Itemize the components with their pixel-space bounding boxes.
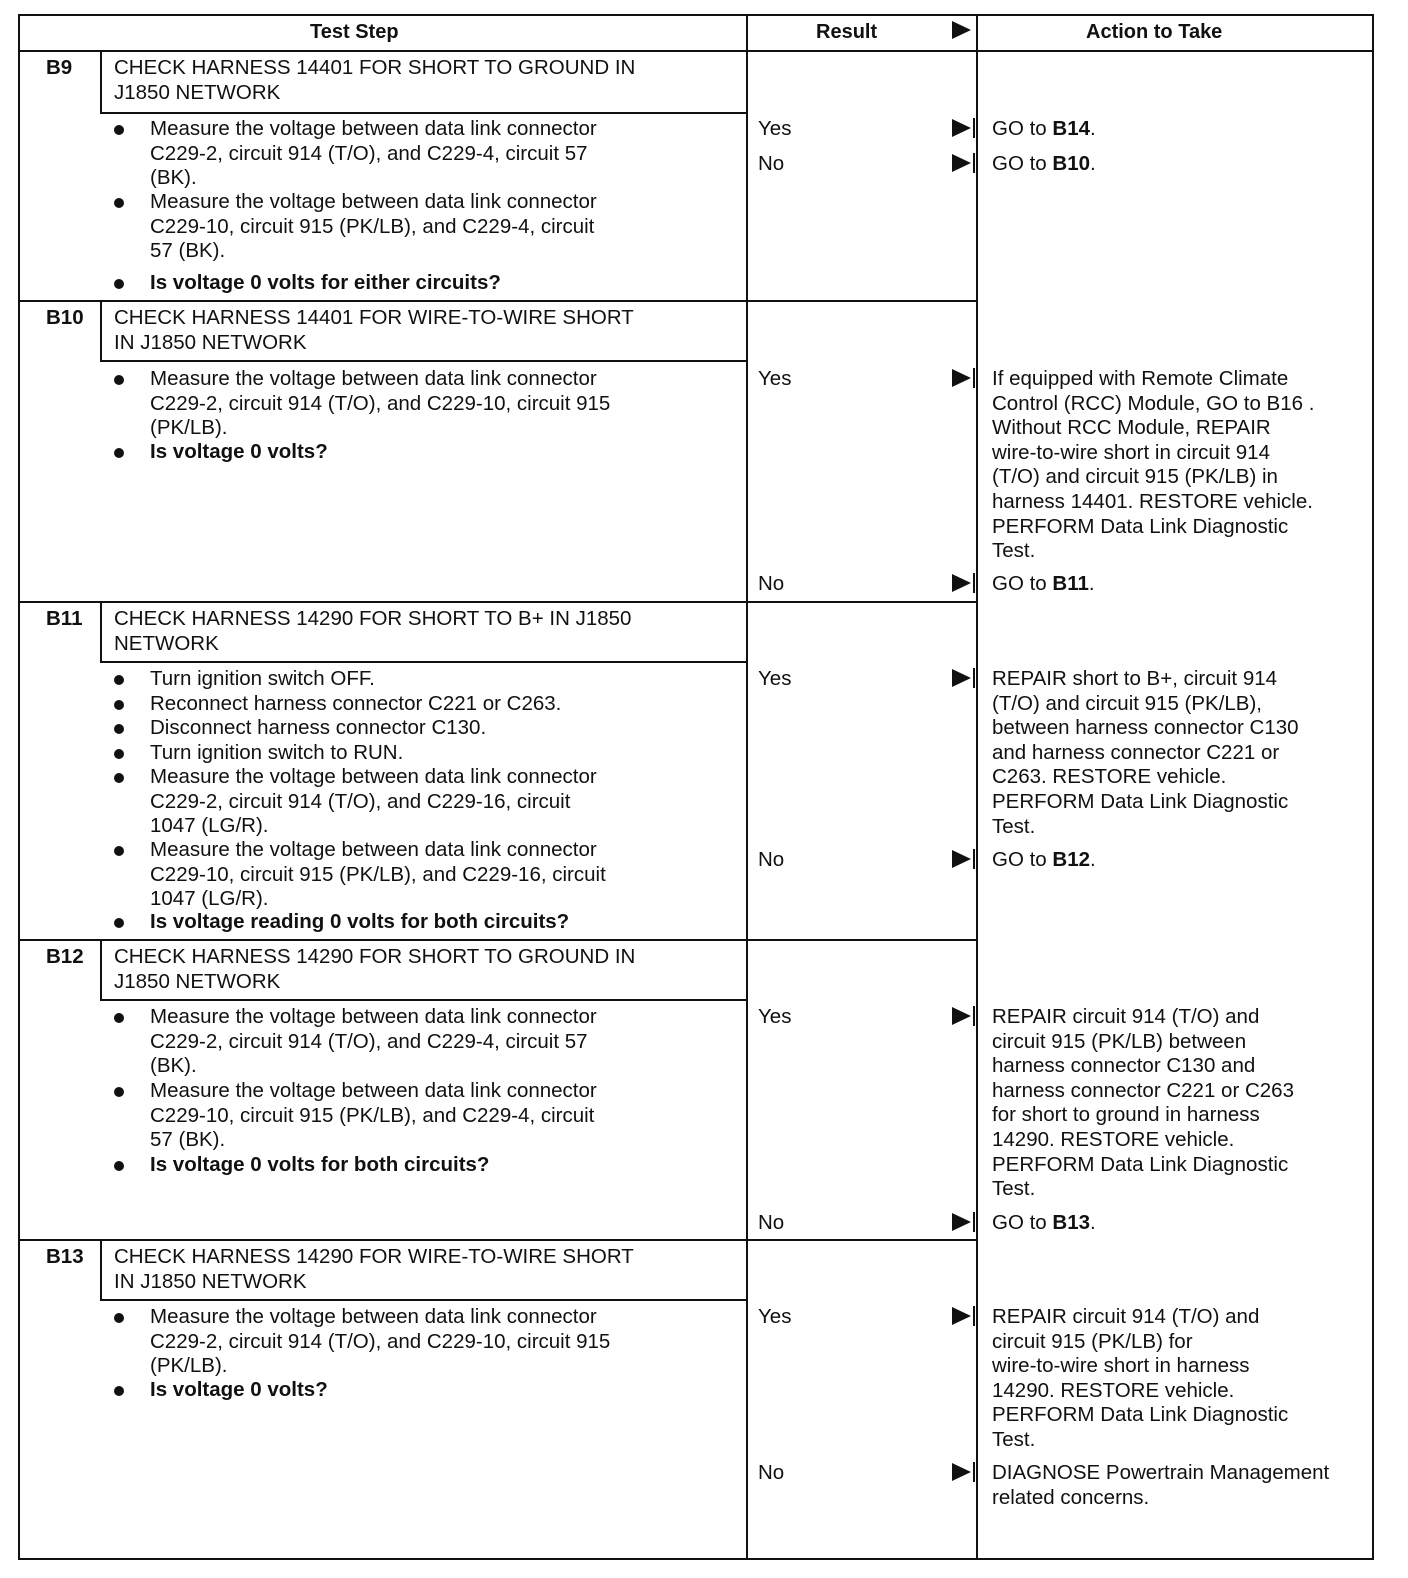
arrow-tick xyxy=(973,1006,975,1026)
action-goto xyxy=(992,152,1096,177)
bullet-text: C229-2, circuit 914 (T/O), and C229-10, circuit 915 xyxy=(150,391,611,415)
step-title-line: CHECK HARNESS 14290 FOR SHORT TO B+ IN J1850 xyxy=(114,607,632,630)
step-title-line: IN J1850 NETWORK xyxy=(114,1269,307,1293)
step-id-rule xyxy=(100,939,102,999)
bullet-icon xyxy=(114,773,124,783)
goto-step-ref: B12 xyxy=(1052,848,1090,871)
action-text: Without RCC Module, REPAIR xyxy=(992,416,1271,440)
bullet-text: C229-10, circuit 915 (PK/LB), and C229-4, circuit xyxy=(150,214,595,238)
bullet-icon xyxy=(114,1013,124,1023)
goto-step-ref: B10 xyxy=(1052,152,1090,175)
arrow-icon xyxy=(952,119,971,137)
step-title-rule xyxy=(100,112,746,114)
step-title-rule xyxy=(100,1299,746,1301)
action-text: for short to ground in harness xyxy=(992,1103,1260,1127)
bullet-icon xyxy=(114,1087,124,1097)
arrow-icon xyxy=(952,1213,971,1231)
arrow-icon xyxy=(952,369,971,387)
arrow-tick xyxy=(973,668,975,688)
goto-text: . xyxy=(1090,1211,1096,1234)
action-goto xyxy=(992,572,1095,597)
action-text: circuit 915 (PK/LB) between xyxy=(992,1029,1247,1053)
goto-step-ref: B11 xyxy=(1052,572,1089,595)
action-text: REPAIR circuit 914 (T/O) and xyxy=(992,1005,1260,1028)
bullet-icon xyxy=(114,1313,124,1323)
bullet-text: C229-2, circuit 914 (T/O), and C229-10, circuit 915 xyxy=(150,1329,611,1353)
arrow-tick xyxy=(973,573,975,593)
goto-text: . xyxy=(1090,117,1096,140)
bullet-text: (PK/LB). xyxy=(150,416,228,440)
table-bottom-border xyxy=(18,1558,1374,1560)
bullet-text: 57 (BK). xyxy=(150,1128,226,1152)
bullet-icon xyxy=(114,198,124,208)
action-text: harness connector C221 or C263 xyxy=(992,1078,1294,1102)
action-text: harness 14401. RESTORE vehicle. xyxy=(992,490,1313,513)
step-title-line: J1850 NETWORK xyxy=(114,969,281,993)
goto-text: GO to xyxy=(992,152,1053,175)
step-id: B12 xyxy=(46,945,84,968)
bullet-text: Turn ignition switch OFF. xyxy=(150,667,375,690)
bullet-text: Measure the voltage between data link connector xyxy=(150,367,597,390)
bullet-icon xyxy=(114,279,124,289)
step-title-rule xyxy=(100,661,746,663)
arrow-icon xyxy=(952,669,971,687)
arrow-tick xyxy=(973,1212,975,1232)
result-yes: Yes xyxy=(758,1305,792,1328)
step-title-rule xyxy=(100,360,746,362)
arrow-icon xyxy=(952,1307,971,1325)
bullet-text: 1047 (LG/R). xyxy=(150,814,269,838)
bullet-text: Measure the voltage between data link connector xyxy=(150,1305,597,1328)
action-text: harness connector C130 and xyxy=(992,1054,1256,1078)
step-id: B10 xyxy=(46,306,84,329)
bullet-text: Measure the voltage between data link connector xyxy=(150,190,597,213)
action-goto xyxy=(992,1211,1096,1236)
bullet-icon xyxy=(114,846,124,856)
arrow-tick xyxy=(973,849,975,869)
action-text: between harness connector C130 xyxy=(992,716,1299,740)
result-column-rule xyxy=(746,14,748,1560)
result-yes: Yes xyxy=(758,117,792,140)
action-text: wire-to-wire short in harness xyxy=(992,1354,1250,1378)
action-text: REPAIR circuit 914 (T/O) and xyxy=(992,1305,1260,1328)
bullet-text: (BK). xyxy=(150,166,197,190)
arrow-icon xyxy=(952,1463,971,1481)
bullet-icon xyxy=(114,1386,124,1396)
arrow-tick xyxy=(973,368,975,388)
action-text: PERFORM Data Link Diagnostic xyxy=(992,514,1289,538)
action-text: wire-to-wire short in circuit 914 xyxy=(992,440,1270,464)
header-action-to-take: Action to Take xyxy=(1086,21,1223,43)
action-text: and harness connector C221 or xyxy=(992,740,1280,764)
header-test-step: Test Step xyxy=(310,21,399,43)
result-yes: Yes xyxy=(758,367,792,390)
step-row-rule xyxy=(18,601,978,603)
arrow-tick xyxy=(973,118,975,138)
bullet-text: C229-2, circuit 914 (T/O), and C229-16, circuit xyxy=(150,789,571,813)
goto-text: GO to xyxy=(992,848,1053,871)
action-text: related concerns. xyxy=(992,1485,1150,1509)
step-id-rule xyxy=(100,601,102,661)
step-id: B13 xyxy=(46,1245,84,1268)
bullet-text: Turn ignition switch to RUN. xyxy=(150,741,404,764)
goto-text: GO to xyxy=(992,117,1053,140)
bullet-text: Measure the voltage between data link connector xyxy=(150,838,597,861)
action-text: DIAGNOSE Powertrain Management xyxy=(992,1461,1330,1484)
result-no: No xyxy=(758,572,785,595)
bullet-icon xyxy=(114,749,124,759)
goto-text: GO to xyxy=(992,1211,1053,1234)
result-no: No xyxy=(758,848,785,871)
header-result: Result xyxy=(816,21,878,43)
bullet-text: (BK). xyxy=(150,1054,197,1078)
step-title-line: CHECK HARNESS 14401 FOR WIRE-TO-WIRE SHORT xyxy=(114,306,634,329)
bullet-icon xyxy=(114,700,124,710)
result-yes: Yes xyxy=(758,667,792,690)
result-no: No xyxy=(758,1211,785,1234)
bullet-text: (PK/LB). xyxy=(150,1354,228,1378)
result-no: No xyxy=(758,152,785,175)
goto-text: . xyxy=(1090,152,1096,175)
bullet-text: C229-10, circuit 915 (PK/LB), and C229-16, circuit xyxy=(150,862,606,886)
bullet-text: 57 (BK). xyxy=(150,239,226,263)
action-text: PERFORM Data Link Diagnostic xyxy=(992,790,1289,813)
step-title-line: J1850 NETWORK xyxy=(114,80,281,104)
action-text: PERFORM Data Link Diagnostic xyxy=(992,1403,1289,1427)
bullet-text: Is voltage reading 0 volts for both circuits? xyxy=(150,910,570,933)
action-text: (T/O) and circuit 915 (PK/LB) in xyxy=(992,465,1278,489)
action-text: circuit 915 (PK/LB) for xyxy=(992,1329,1193,1353)
arrow-tick xyxy=(973,1462,975,1482)
header-arrow-icon xyxy=(952,21,971,39)
table-left-border xyxy=(18,14,20,1560)
step-id-rule xyxy=(100,50,102,112)
step-row-rule xyxy=(18,1239,978,1241)
step-id: B9 xyxy=(46,56,73,79)
arrow-tick xyxy=(973,153,975,173)
bullet-text: 1047 (LG/R). xyxy=(150,887,269,911)
action-text: If equipped with Remote Climate xyxy=(992,367,1289,390)
action-goto xyxy=(992,848,1096,873)
action-column-rule xyxy=(976,14,978,1560)
result-no: No xyxy=(758,1461,785,1484)
bullet-text: Is voltage 0 volts for either circuits? xyxy=(150,271,501,294)
arrow-icon xyxy=(952,574,971,592)
bullet-text: Reconnect harness connector C221 or C263. xyxy=(150,692,562,715)
bullet-text: Disconnect harness connector C130. xyxy=(150,716,487,739)
bullet-text: C229-10, circuit 915 (PK/LB), and C229-4, circuit xyxy=(150,1103,595,1127)
action-text: Test. xyxy=(992,1177,1036,1201)
arrow-icon xyxy=(952,154,971,172)
bullet-text: Measure the voltage between data link connector xyxy=(150,1005,597,1028)
bullet-text: Measure the voltage between data link connector xyxy=(150,1079,597,1102)
step-id-rule xyxy=(100,1239,102,1299)
step-title-line: IN J1850 NETWORK xyxy=(114,330,307,354)
action-text: Test. xyxy=(992,1428,1036,1451)
step-id: B11 xyxy=(46,607,83,630)
arrow-tick xyxy=(973,1306,975,1326)
bullet-text: Measure the voltage between data link connector xyxy=(150,765,597,788)
goto-step-ref: B13 xyxy=(1052,1211,1090,1234)
bullet-text: Measure the voltage between data link connector xyxy=(150,117,597,140)
goto-text: . xyxy=(1090,848,1096,871)
diagnostic-test-table xyxy=(18,14,1394,1562)
action-text: 14290. RESTORE vehicle. xyxy=(992,1128,1235,1151)
bullet-icon xyxy=(114,125,124,135)
action-text: (T/O) and circuit 915 (PK/LB), xyxy=(992,691,1263,715)
action-text: Control (RCC) Module, GO to B16 . xyxy=(992,391,1315,415)
step-id-rule xyxy=(100,300,102,360)
bullet-text: C229-2, circuit 914 (T/O), and C229-4, circuit 57 xyxy=(150,1029,588,1053)
bullet-icon xyxy=(114,918,124,928)
action-text: Test. xyxy=(992,814,1036,838)
action-text: Test. xyxy=(992,539,1036,563)
step-row-rule xyxy=(18,939,978,941)
bullet-text: Is voltage 0 volts? xyxy=(150,1378,328,1401)
bullet-text: Is voltage 0 volts? xyxy=(150,440,328,463)
arrow-icon xyxy=(952,1007,971,1025)
arrow-icon xyxy=(952,850,971,868)
bullet-text: C229-2, circuit 914 (T/O), and C229-4, circuit 57 xyxy=(150,141,588,165)
goto-text: GO to xyxy=(992,572,1053,595)
table-right-border xyxy=(1372,14,1374,1560)
bullet-text: Is voltage 0 volts for both circuits? xyxy=(150,1153,490,1176)
bullet-icon xyxy=(114,375,124,385)
bullet-icon xyxy=(114,448,124,458)
bullet-icon xyxy=(114,1161,124,1171)
table-top-border xyxy=(18,14,1374,16)
step-title-line: NETWORK xyxy=(114,631,219,655)
header-rule xyxy=(18,50,1374,52)
result-yes: Yes xyxy=(758,1005,792,1028)
action-goto xyxy=(992,117,1096,142)
step-title-line: CHECK HARNESS 14401 FOR SHORT TO GROUND IN xyxy=(114,56,636,79)
bullet-icon xyxy=(114,675,124,685)
action-text: PERFORM Data Link Diagnostic xyxy=(992,1152,1289,1176)
step-title-line: CHECK HARNESS 14290 FOR SHORT TO GROUND IN xyxy=(114,945,636,968)
action-text: 14290. RESTORE vehicle. xyxy=(992,1378,1235,1402)
step-title-rule xyxy=(100,999,746,1001)
goto-text: . xyxy=(1088,572,1095,595)
step-row-rule xyxy=(18,300,978,302)
action-text: C263. RESTORE vehicle. xyxy=(992,765,1227,789)
action-text: REPAIR short to B+, circuit 914 xyxy=(992,667,1278,690)
step-title-line: CHECK HARNESS 14290 FOR WIRE-TO-WIRE SHORT xyxy=(114,1245,634,1268)
bullet-icon xyxy=(114,724,124,734)
goto-step-ref: B14 xyxy=(1052,117,1090,140)
